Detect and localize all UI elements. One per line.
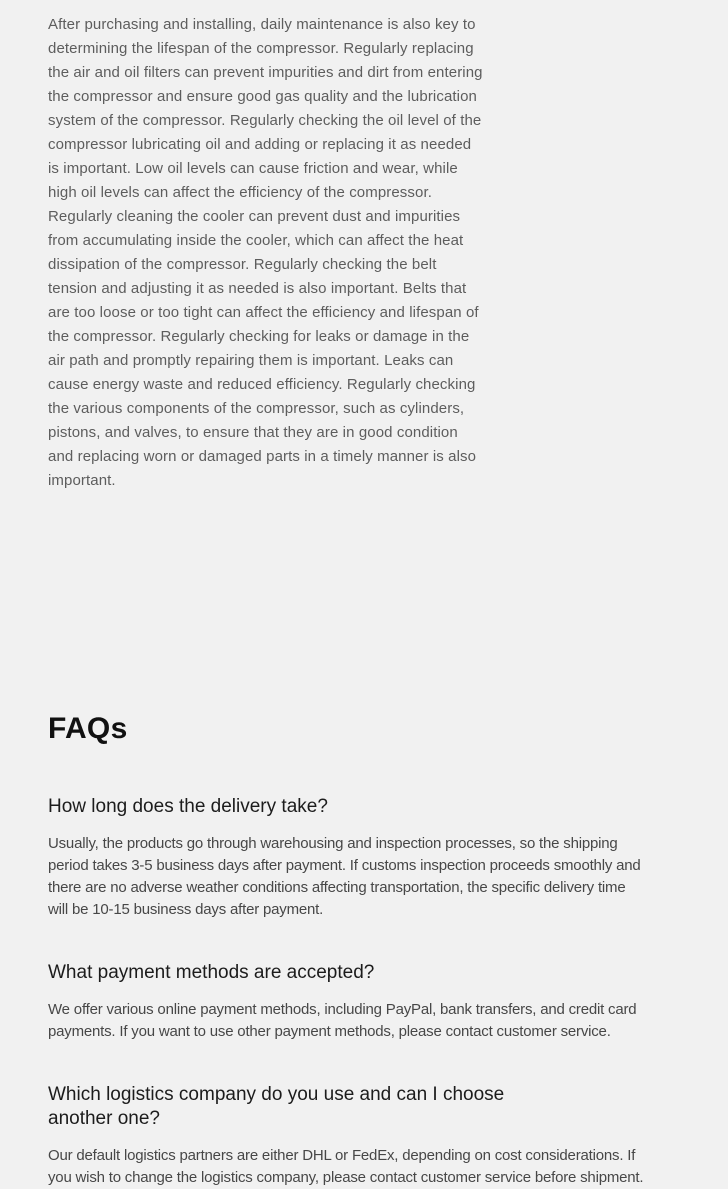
- faq-item: [48, 795, 688, 921]
- faq-title: FAQs: [48, 712, 128, 745]
- faq-item: [48, 1083, 688, 1189]
- faq-question-logistics: Which logistics company do you use and can I choose another one?: [48, 1084, 505, 1129]
- faq-answer-payment: We offer various online payment methods, including PayPal, bank transfers, and credit card payments. If you want to use other payment methods, please contact customer service.: [48, 1001, 637, 1040]
- faq-item: [48, 961, 688, 1043]
- faq-answer-delivery: Usually, the products go through warehousing and inspection processes, so the shipping period takes 3-5 business days after payment. If customs inspection proceeds smoothly and there are no adverse weather conditions affecting transportation, the specific delivery time will be 10-15 business days after payment.: [48, 835, 641, 918]
- faq-question-delivery: How long does the delivery take?: [48, 796, 328, 817]
- faq-question-payment: What payment methods are accepted?: [48, 962, 375, 983]
- faq-section: [48, 713, 688, 1189]
- description-section: [48, 13, 688, 493]
- faq-answer-logistics: Our default logistics partners are either DHL or FedEx, depending on cost considerations. If you wish to change the logistics company, please contact customer service before shipment.: [48, 1147, 644, 1186]
- product-description: After purchasing and installing, daily maintenance is also key to determining the lifespan of the compressor. Regularly replacing the air and oil filters can prevent impurities and dirt from entering the compressor and ensure good gas quality and the lubrication system of the compressor. Regularly checking the oil level of the compressor lubricating oil and adding or replacing it as needed is important. Low oil levels can cause friction and wear, while high oil levels can affect the efficiency of the compressor. Regularly cleaning the cooler can prevent dust and impurities from accumulating inside the cooler, which can affect the heat dissipation of the compressor. Regularly checking the belt tension and adjusting it as needed is also important. Belts that are too loose or too tight can affect the efficiency and lifespan of the compressor. Regularly checking for leaks or damage in the air path and promptly repairing them is important. Leaks can cause energy waste and reduced efficiency. Regularly checking the various components of the compressor, such as cylinders, pistons, and valves, to ensure that they are in good condition and replacing worn or damaged parts in a timely manner is also important.: [48, 16, 483, 489]
